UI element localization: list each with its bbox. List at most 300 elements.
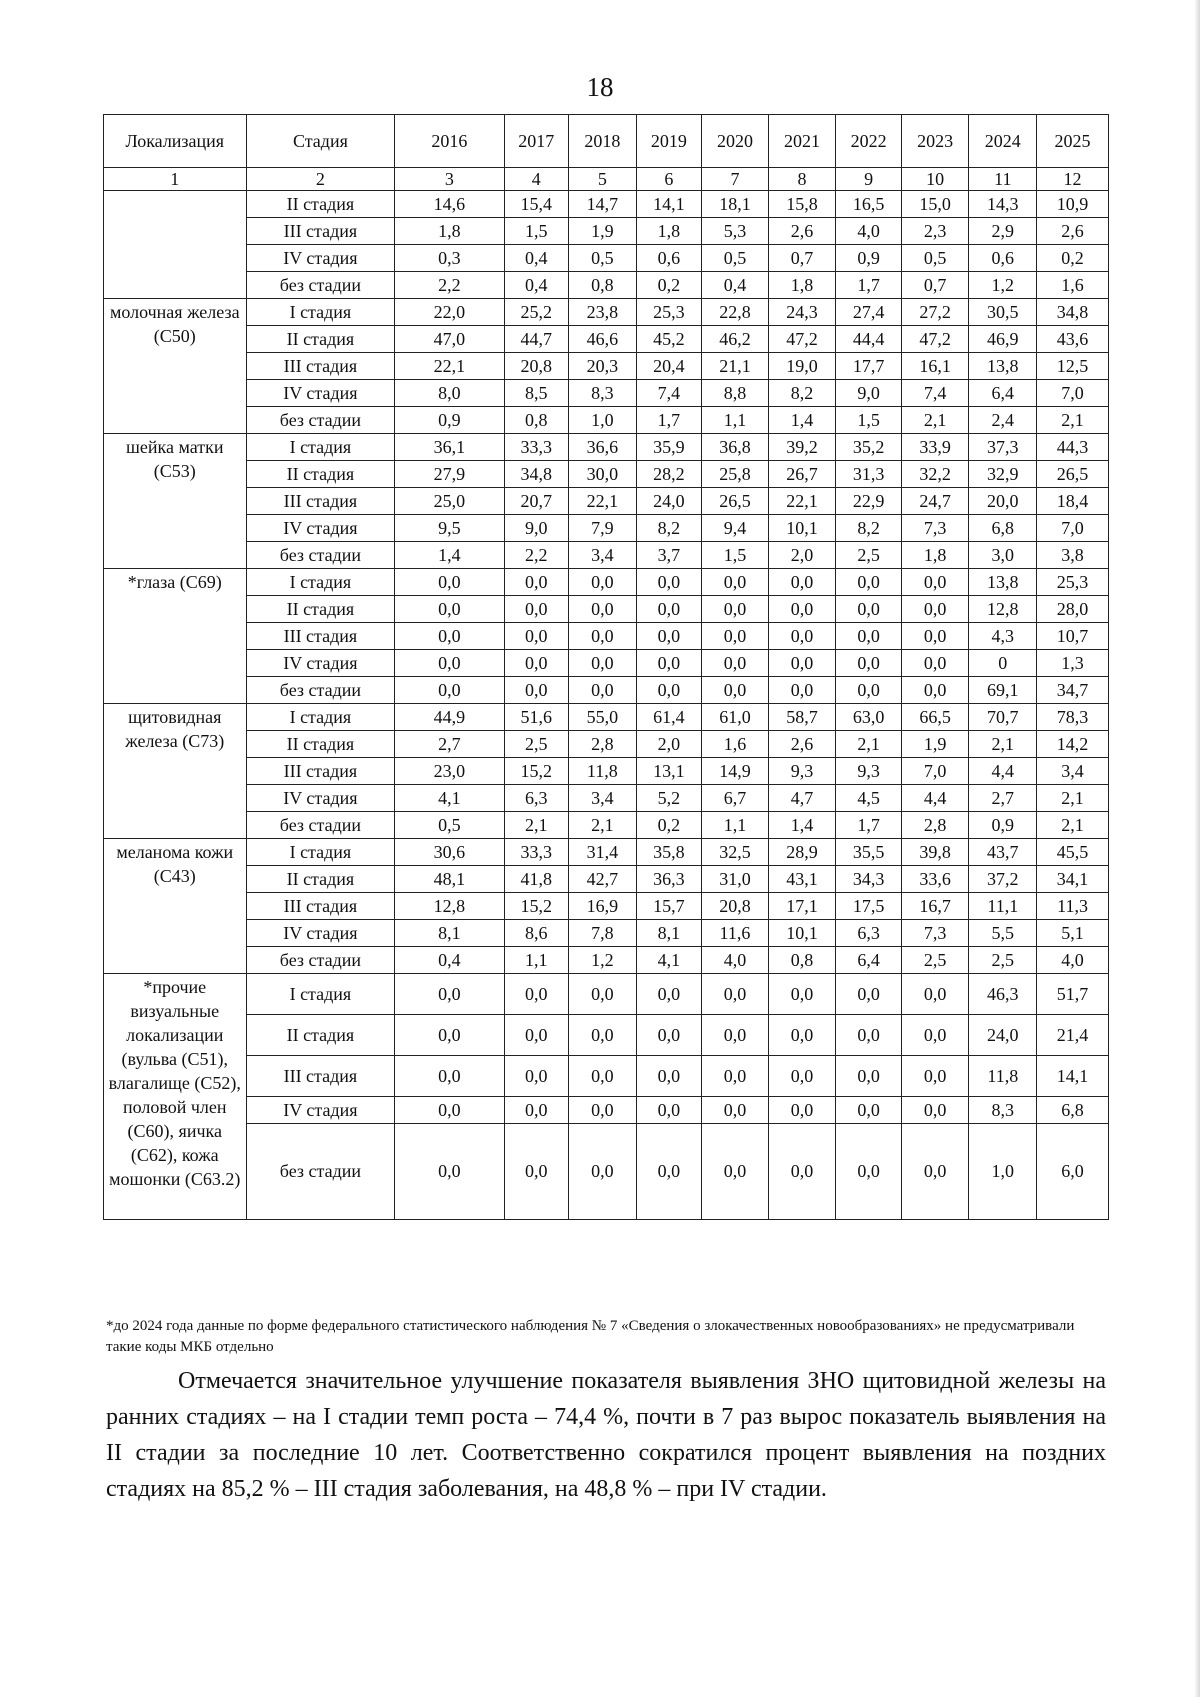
value-cell: 0,0: [901, 1056, 969, 1097]
value-cell: 24,7: [901, 488, 969, 515]
value-cell: 0,0: [702, 596, 769, 623]
value-cell: 4,4: [969, 758, 1037, 785]
stage-cell: IV стадия: [246, 1097, 395, 1124]
value-cell: 3,7: [636, 542, 702, 569]
value-cell: 0,0: [395, 650, 504, 677]
value-cell: 0,2: [636, 272, 702, 299]
value-cell: 27,2: [901, 299, 969, 326]
value-cell: 3,4: [569, 785, 637, 812]
value-cell: 17,7: [836, 353, 902, 380]
value-cell: 21,1: [702, 353, 769, 380]
value-cell: 0,0: [569, 569, 637, 596]
localization-cell: меланома кожи (С43): [104, 839, 247, 974]
value-cell: 24,0: [636, 488, 702, 515]
table-row: [104, 596, 1109, 623]
header-year: 2020: [702, 115, 769, 168]
value-cell: 6,4: [969, 380, 1037, 407]
value-cell: 4,1: [395, 785, 504, 812]
value-cell: 26,5: [702, 488, 769, 515]
value-cell: 0,0: [569, 623, 637, 650]
value-cell: 47,0: [395, 326, 504, 353]
localization-cell: *глаза (С69): [104, 569, 247, 704]
value-cell: 18,4: [1037, 488, 1109, 515]
value-cell: 36,3: [636, 866, 702, 893]
value-cell: 0,0: [504, 650, 569, 677]
value-cell: 69,1: [969, 677, 1037, 704]
value-cell: 7,4: [901, 380, 969, 407]
value-cell: 10,7: [1037, 623, 1109, 650]
value-cell: 2,1: [1037, 785, 1109, 812]
table-row: [104, 569, 1109, 596]
value-cell: 16,1: [901, 353, 969, 380]
value-cell: 0,0: [768, 650, 836, 677]
value-cell: 0,0: [504, 1056, 569, 1097]
value-cell: 0,0: [636, 974, 702, 1015]
value-cell: 0,0: [768, 596, 836, 623]
table-row: [104, 380, 1109, 407]
value-cell: 1,4: [768, 407, 836, 434]
value-cell: 0,0: [569, 677, 637, 704]
stage-cell: II стадия: [246, 866, 395, 893]
stage-cell: IV стадия: [246, 920, 395, 947]
value-cell: 8,1: [395, 920, 504, 947]
table-row: [104, 245, 1109, 272]
stage-cell: без стадии: [246, 272, 395, 299]
value-cell: 31,4: [569, 839, 637, 866]
header-year: 2022: [836, 115, 902, 168]
value-cell: 22,0: [395, 299, 504, 326]
localization-cell: шейка матки (С53): [104, 434, 247, 569]
table-row: [104, 1124, 1109, 1220]
value-cell: 7,3: [901, 920, 969, 947]
value-cell: 0,0: [702, 1124, 769, 1220]
value-cell: 1,9: [569, 218, 637, 245]
header-year: 2021: [768, 115, 836, 168]
value-cell: 11,8: [969, 1056, 1037, 1097]
value-cell: 2,1: [569, 812, 637, 839]
stage-cell: II стадия: [246, 461, 395, 488]
value-cell: 16,9: [569, 893, 637, 920]
value-cell: 7,0: [1037, 515, 1109, 542]
value-cell: 34,8: [1037, 299, 1109, 326]
value-cell: 25,3: [1037, 569, 1109, 596]
table-row: [104, 677, 1109, 704]
value-cell: 22,9: [836, 488, 902, 515]
stage-cell: III стадия: [246, 893, 395, 920]
value-cell: 14,2: [1037, 731, 1109, 758]
value-cell: 8,3: [969, 1097, 1037, 1124]
value-cell: 45,5: [1037, 839, 1109, 866]
value-cell: 0,0: [836, 1097, 902, 1124]
value-cell: 0,0: [702, 974, 769, 1015]
value-cell: 22,1: [768, 488, 836, 515]
value-cell: 6,4: [836, 947, 902, 974]
header-year: 2023: [901, 115, 969, 168]
stage-cell: без стадии: [246, 1124, 395, 1220]
value-cell: 2,5: [969, 947, 1037, 974]
value-cell: 0,8: [504, 407, 569, 434]
value-cell: 0,0: [504, 1124, 569, 1220]
value-cell: 3,4: [569, 542, 637, 569]
value-cell: 0,0: [395, 623, 504, 650]
value-cell: 14,3: [969, 191, 1037, 218]
value-cell: 0,0: [702, 1097, 769, 1124]
value-cell: 15,7: [636, 893, 702, 920]
value-cell: 24,0: [969, 1015, 1037, 1056]
value-cell: 12,5: [1037, 353, 1109, 380]
value-cell: 0,0: [768, 623, 836, 650]
value-cell: 22,1: [569, 488, 637, 515]
value-cell: 0,8: [569, 272, 637, 299]
value-cell: 2,7: [395, 731, 504, 758]
value-cell: 33,3: [504, 434, 569, 461]
value-cell: 25,3: [636, 299, 702, 326]
stage-cell: II стадия: [246, 1015, 395, 1056]
value-cell: 41,8: [504, 866, 569, 893]
value-cell: 5,1: [1037, 920, 1109, 947]
value-cell: 24,3: [768, 299, 836, 326]
stage-cell: без стадии: [246, 542, 395, 569]
value-cell: 0: [969, 650, 1037, 677]
value-cell: 20,4: [636, 353, 702, 380]
value-cell: 2,0: [636, 731, 702, 758]
value-cell: 1,1: [504, 947, 569, 974]
value-cell: 34,8: [504, 461, 569, 488]
table-row: [104, 191, 1109, 218]
value-cell: 51,6: [504, 704, 569, 731]
value-cell: 5,5: [969, 920, 1037, 947]
value-cell: 42,7: [569, 866, 637, 893]
value-cell: 15,0: [901, 191, 969, 218]
value-cell: 0,0: [569, 1124, 637, 1220]
stage-cell: III стадия: [246, 1056, 395, 1097]
value-cell: 37,3: [969, 434, 1037, 461]
value-cell: 20,7: [504, 488, 569, 515]
value-cell: 1,9: [901, 731, 969, 758]
value-cell: 20,8: [504, 353, 569, 380]
table-row: [104, 1015, 1109, 1056]
value-cell: 14,1: [636, 191, 702, 218]
column-number: 1: [104, 168, 247, 191]
value-cell: 0,0: [395, 1124, 504, 1220]
value-cell: 0,0: [901, 650, 969, 677]
table-row: [104, 488, 1109, 515]
value-cell: 0,0: [504, 569, 569, 596]
value-cell: 35,9: [636, 434, 702, 461]
table-row: [104, 218, 1109, 245]
value-cell: 0,3: [395, 245, 504, 272]
value-cell: 46,6: [569, 326, 637, 353]
value-cell: 2,9: [969, 218, 1037, 245]
stage-detection-table: [103, 114, 1109, 1220]
value-cell: 0,0: [901, 569, 969, 596]
value-cell: 17,5: [836, 893, 902, 920]
table-row: [104, 353, 1109, 380]
value-cell: 0,0: [636, 569, 702, 596]
value-cell: 2,5: [836, 542, 902, 569]
value-cell: 43,1: [768, 866, 836, 893]
header-stage: Стадия: [246, 115, 395, 168]
value-cell: 0,0: [569, 596, 637, 623]
value-cell: 43,7: [969, 839, 1037, 866]
value-cell: 14,9: [702, 758, 769, 785]
value-cell: 23,8: [569, 299, 637, 326]
stage-cell: IV стадия: [246, 650, 395, 677]
value-cell: 58,7: [768, 704, 836, 731]
value-cell: 0,0: [702, 1056, 769, 1097]
value-cell: 18,1: [702, 191, 769, 218]
column-number: 5: [569, 168, 637, 191]
value-cell: 2,4: [969, 407, 1037, 434]
value-cell: 0,0: [504, 677, 569, 704]
header-year: 2017: [504, 115, 569, 168]
stage-cell: I стадия: [246, 299, 395, 326]
value-cell: 13,8: [969, 569, 1037, 596]
value-cell: 0,0: [636, 1097, 702, 1124]
column-number: 2: [246, 168, 395, 191]
value-cell: 28,9: [768, 839, 836, 866]
value-cell: 0,0: [395, 1097, 504, 1124]
value-cell: 0,0: [636, 650, 702, 677]
value-cell: 20,8: [702, 893, 769, 920]
table-row: [104, 407, 1109, 434]
value-cell: 13,8: [969, 353, 1037, 380]
value-cell: 0,0: [768, 569, 836, 596]
value-cell: 16,5: [836, 191, 902, 218]
header-year: 2025: [1037, 115, 1109, 168]
stage-cell: II стадия: [246, 596, 395, 623]
value-cell: 0,5: [569, 245, 637, 272]
table-row: [104, 812, 1109, 839]
table-row: [104, 1056, 1109, 1097]
value-cell: 26,5: [1037, 461, 1109, 488]
value-cell: 35,5: [836, 839, 902, 866]
value-cell: 3,4: [1037, 758, 1109, 785]
table-row: [104, 974, 1109, 1015]
value-cell: 39,2: [768, 434, 836, 461]
value-cell: 0,6: [636, 245, 702, 272]
value-cell: 1,4: [768, 812, 836, 839]
value-cell: 6,7: [702, 785, 769, 812]
value-cell: 0,0: [636, 1124, 702, 1220]
value-cell: 22,8: [702, 299, 769, 326]
table-row: [104, 839, 1109, 866]
value-cell: 0,0: [569, 1097, 637, 1124]
value-cell: 8,0: [395, 380, 504, 407]
table-row: [104, 434, 1109, 461]
value-cell: 0,0: [836, 974, 902, 1015]
value-cell: 1,7: [836, 812, 902, 839]
value-cell: 12,8: [969, 596, 1037, 623]
column-number: 6: [636, 168, 702, 191]
value-cell: 15,2: [504, 893, 569, 920]
value-cell: 1,0: [969, 1124, 1037, 1220]
value-cell: 0,0: [836, 1056, 902, 1097]
value-cell: 1,8: [395, 218, 504, 245]
table-row: [104, 866, 1109, 893]
table-row: [104, 461, 1109, 488]
stage-cell: III стадия: [246, 353, 395, 380]
value-cell: 0,4: [504, 245, 569, 272]
stage-cell: без стадии: [246, 812, 395, 839]
value-cell: 0,0: [504, 1015, 569, 1056]
value-cell: 0,2: [636, 812, 702, 839]
value-cell: 34,7: [1037, 677, 1109, 704]
value-cell: 2,3: [901, 218, 969, 245]
value-cell: 31,3: [836, 461, 902, 488]
value-cell: 27,4: [836, 299, 902, 326]
value-cell: 0,7: [768, 245, 836, 272]
value-cell: 1,3: [1037, 650, 1109, 677]
value-cell: 1,8: [768, 272, 836, 299]
header-localization: Локализация: [104, 115, 247, 168]
value-cell: 32,9: [969, 461, 1037, 488]
table-row: [104, 704, 1109, 731]
stage-cell: II стадия: [246, 326, 395, 353]
value-cell: 1,8: [636, 218, 702, 245]
value-cell: 0,2: [1037, 245, 1109, 272]
value-cell: 0,0: [768, 1124, 836, 1220]
value-cell: 32,5: [702, 839, 769, 866]
value-cell: 2,6: [768, 731, 836, 758]
value-cell: 9,0: [836, 380, 902, 407]
body-paragraph: Отмечается значительное улучшение показателя выявления ЗНО щитовидной железы на ранних стадиях – на I стадии темп роста – 74,4 %, почти в 7 раз вырос показатель выявления на II стадии за последние 10 лет. Соответственно сократился процент выявления на поздних стадиях на 85,2 % – III стадия заболевания, на 48,8 % – при IV стадии.: [106, 1368, 1106, 1502]
stage-cell: I стадия: [246, 569, 395, 596]
localization-cell: *прочие визуальные локализации (вульва (С51), влагалище (С52), половой член (С60), яичка (С62), кожа мошонки (С63.2): [104, 974, 247, 1220]
value-cell: 19,0: [768, 353, 836, 380]
stage-cell: без стадии: [246, 677, 395, 704]
value-cell: 0,4: [702, 272, 769, 299]
value-cell: 4,1: [636, 947, 702, 974]
value-cell: 0,0: [768, 1097, 836, 1124]
stage-cell: IV стадия: [246, 380, 395, 407]
value-cell: 22,1: [395, 353, 504, 380]
value-cell: 63,0: [836, 704, 902, 731]
value-cell: 4,0: [1037, 947, 1109, 974]
table-row: [104, 1097, 1109, 1124]
value-cell: 1,8: [901, 542, 969, 569]
value-cell: 39,8: [901, 839, 969, 866]
value-cell: 9,4: [702, 515, 769, 542]
value-cell: 8,8: [702, 380, 769, 407]
value-cell: 1,7: [636, 407, 702, 434]
stage-cell: без стадии: [246, 407, 395, 434]
value-cell: 5,3: [702, 218, 769, 245]
value-cell: 46,9: [969, 326, 1037, 353]
table-row: [104, 326, 1109, 353]
column-number: 11: [969, 168, 1037, 191]
value-cell: 37,2: [969, 866, 1037, 893]
value-cell: 2,0: [768, 542, 836, 569]
value-cell: 8,5: [504, 380, 569, 407]
value-cell: 0,0: [836, 596, 902, 623]
value-cell: 46,3: [969, 974, 1037, 1015]
value-cell: 9,3: [836, 758, 902, 785]
value-cell: 11,8: [569, 758, 637, 785]
value-cell: 0,0: [901, 1015, 969, 1056]
value-cell: 0,0: [901, 974, 969, 1015]
value-cell: 4,5: [836, 785, 902, 812]
value-cell: 8,1: [636, 920, 702, 947]
localization-cell: [104, 191, 247, 299]
value-cell: 2,8: [901, 812, 969, 839]
value-cell: 0,4: [504, 272, 569, 299]
value-cell: 7,0: [901, 758, 969, 785]
value-cell: 0,0: [901, 623, 969, 650]
value-cell: 14,6: [395, 191, 504, 218]
value-cell: 3,0: [969, 542, 1037, 569]
value-cell: 15,8: [768, 191, 836, 218]
value-cell: 0,0: [395, 569, 504, 596]
value-cell: 1,0: [569, 407, 637, 434]
value-cell: 9,0: [504, 515, 569, 542]
column-number: 8: [768, 168, 836, 191]
value-cell: 15,2: [504, 758, 569, 785]
value-cell: 0,0: [702, 1015, 769, 1056]
value-cell: 1,2: [969, 272, 1037, 299]
value-cell: 0,0: [636, 677, 702, 704]
scan-edge-shadow: [1194, 0, 1200, 1697]
value-cell: 1,6: [1037, 272, 1109, 299]
value-cell: 2,1: [836, 731, 902, 758]
value-cell: 0,9: [969, 812, 1037, 839]
value-cell: 6,8: [969, 515, 1037, 542]
stage-cell: IV стадия: [246, 245, 395, 272]
column-number: 10: [901, 168, 969, 191]
table-row: [104, 299, 1109, 326]
value-cell: 0,0: [395, 974, 504, 1015]
header-year: 2019: [636, 115, 702, 168]
value-cell: 0,0: [768, 1056, 836, 1097]
value-cell: 30,5: [969, 299, 1037, 326]
value-cell: 44,3: [1037, 434, 1109, 461]
value-cell: 2,8: [569, 731, 637, 758]
table-header-row: [104, 115, 1109, 168]
value-cell: 44,9: [395, 704, 504, 731]
header-year: 2018: [569, 115, 637, 168]
value-cell: 2,6: [1037, 218, 1109, 245]
stage-cell: без стадии: [246, 947, 395, 974]
value-cell: 2,1: [901, 407, 969, 434]
value-cell: 21,4: [1037, 1015, 1109, 1056]
value-cell: 2,1: [969, 731, 1037, 758]
value-cell: 8,2: [836, 515, 902, 542]
value-cell: 7,4: [636, 380, 702, 407]
table-row: [104, 893, 1109, 920]
stage-cell: I стадия: [246, 434, 395, 461]
stage-cell: IV стадия: [246, 515, 395, 542]
value-cell: 14,7: [569, 191, 637, 218]
value-cell: 36,8: [702, 434, 769, 461]
value-cell: 0,0: [569, 650, 637, 677]
value-cell: 0,0: [504, 974, 569, 1015]
value-cell: 6,0: [1037, 1124, 1109, 1220]
value-cell: 6,3: [504, 785, 569, 812]
value-cell: 35,8: [636, 839, 702, 866]
value-cell: 2,7: [969, 785, 1037, 812]
value-cell: 0,0: [636, 1056, 702, 1097]
value-cell: 1,2: [569, 947, 637, 974]
value-cell: 6,8: [1037, 1097, 1109, 1124]
value-cell: 0,0: [395, 677, 504, 704]
value-cell: 16,7: [901, 893, 969, 920]
value-cell: 0,0: [569, 974, 637, 1015]
value-cell: 9,5: [395, 515, 504, 542]
value-cell: 4,0: [836, 218, 902, 245]
table-row: [104, 731, 1109, 758]
value-cell: 0,0: [836, 623, 902, 650]
value-cell: 0,8: [768, 947, 836, 974]
